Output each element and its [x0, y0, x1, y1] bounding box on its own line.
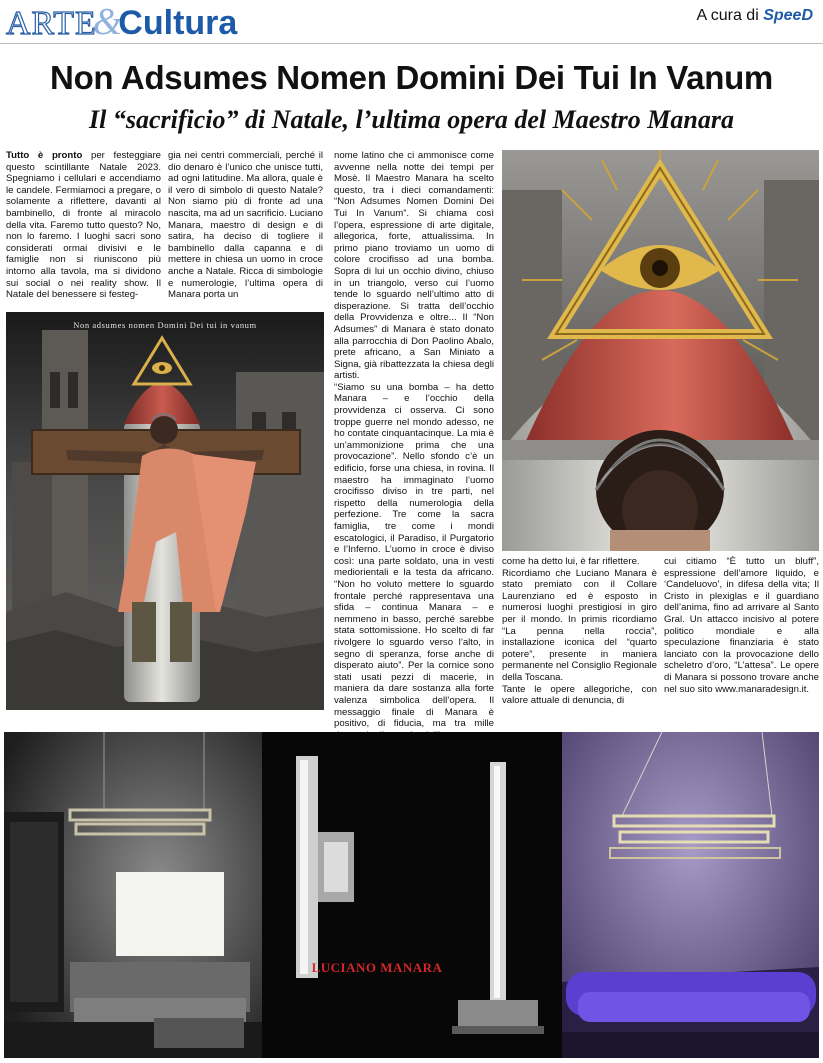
article-column-4-text-3: Tante le opere allegoriche, con valore attuale di denuncia, di [502, 683, 657, 707]
advert-product-illustration [262, 732, 562, 1058]
article-column-4-text-2: Ricordiamo che Luciano Manara è stato premiato con il Collare Laurenziano ed è esposto in numerosi luoghi prestigiosi in giro per il mondo. In primis ricordiamo “La penna nella roccia”, installazione iconica del “quarto potere”, presente in maniera permanente nel Consiglio Regionale della Toscana. [502, 567, 657, 683]
article-headline: Non Adsumes Nomen Domini Dei Tui In Vanum [50, 59, 773, 96]
article-column-2 [168, 150, 323, 305]
artwork-detail-illustration [502, 150, 819, 551]
article-column-1 [6, 150, 161, 305]
curator-name: SpeeD [763, 7, 813, 24]
section-label-ampersand: & [92, 1, 123, 43]
section-label [6, 2, 237, 44]
section-header [0, 0, 823, 44]
artwork-caption: Non adsumes nomen Domini Dei tui in vanum [73, 320, 257, 330]
advert-room-right-illustration [562, 732, 819, 1058]
advert-room-left-illustration [4, 732, 262, 1058]
article-column-5 [664, 556, 819, 716]
artwork-illustration [6, 312, 324, 710]
article-column-3 [334, 150, 494, 730]
advert-room-left [4, 732, 262, 1058]
article-column-3-text-1: nome latino che ci ammonisce come avvenne nella notte dei tempi per Mosè. Il Maestro Manara ha scelto questo, tra i dieci comandamenti: “Non Adsumes Nomen Domini Dei Tui In Vanum”. Si chiama così l’opera, espressione di arte digitale, allegorica, forte, attualissima. In primo piano troviamo un uomo di colore crocifisso ad una bomba. Sopra di lui un occhio divino, chiuso in un triangolo, verso cui l’uomo tende lo sguardo nell’ultimo atto di disperazione. Si tratta dell’occhio della Provvidenza e oltre... Il “Non Adsumes” di Manara è stato donato alla parrocchia di Don Paolino Abalo, prete africano, a San Miniato a Signa, già ribattezzata la chiesa degli artisti. [334, 150, 494, 382]
advert-brand-name: LUCIANO MANARA [311, 960, 443, 975]
article-column-3-text-2: “Siamo su una bomba – ha detto Manara – e l’occhio della provvidenza ci osserva. Ci sono troppe guerre nel mondo adesso, ne ho contate cinquantacinque. La mia è un’ammonizione prima che una provocazione”. Nello sfondo c’è un edificio, forse una chiesa, in rovina. Il maestro ha immaginato l’uomo crocifisso diviso in tre parti, nel rispetto della numerologia della perfezione. Tre come la sacra famiglia, tre come i mondi escatologici, il Paradiso, il Purgatorio e l’Inferno. L’uomo in croce è diviso così: una parte soldato, una in vesti mediorientali e la testa da africano. “Non ho voluto mettere lo sguardo frontale perché rappresentava una sfida – continua Manara – e nemmeno in basso, perché sarebbe stata sottomissione. Ho scelto di far rivolgere lo sguardo verso l’alto, in segno di speranza, forse anche di disperato aiuto”. Per la cornice sono stati usati pezzi di macerie, in maniera da dare sostanza alla forte valenza simbolica dell’opera. Il messaggio finale di Manara è positivo, di fiducia, ma tra mille [334, 381, 494, 730]
article-column-5-text: cui citiamo “È tutto un bluff”, espressione dell’amore liquido, e ‘Candeluovo’, in difesa della vita; Il Cristo in plexiglas e il guardiano dell’anima, fino ad arrivare al Santo Gral. Un attacco incisivo al potere politico mondiale e alla speculazione finanziaria è stato lanciato con la provocazione dello scheletro d’oro, “L’attesa”. Le opere di Manara si possono trovare anche nel suo sito www.manaradesign.it. [664, 556, 819, 695]
article-column-4-text-1: come ha detto lui, è far riflettere. [502, 556, 640, 567]
section-label-arte: ARTE [6, 5, 97, 42]
article-column-2-text: gia nei centri commerciali, perché il dio denaro è l’unico che unisce tutti, ad ogni latitudine. Ma allora, quale è il vero di simbolo di questo Natale? Non siamo più di fronte ad una nascita, ma ad un sacrificio. Luciano Manara, maestro di design e di satira, ha deciso di togliere il bambinello dalla capanna e di mettere in chiesa un uomo in croce anche a Natale. Ricca di simbologie e numerologie, l’ultima opera di Manara porta un [168, 150, 323, 301]
article-subheadline: Il “sacrificio” di Natale, l’ultima opera del Maestro Manara [89, 105, 734, 134]
artwork-detail-image [502, 150, 819, 551]
article-column-1-text: per festeggiare questo scintillante Natale 2023. Spegniamo i cellulari e accendiamo le candele. Fermiamoci a pregare, o solamente a riflettere, davanti al bambinello, di fronte al miracolo della vita. Faremo tutto questo? No, non lo faremo. I luoghi sacri sono considerati ormai divisivi e le famiglie non si riuniscono più intorno alla tavola, ma si dividono sui social o nei reality show. Il Natale del benessere si festeg- [6, 150, 161, 301]
advert-product-center [262, 732, 562, 1058]
advert-room-right [562, 732, 819, 1058]
section-label-cultura: Cultura [118, 4, 238, 42]
article-lead-in: Tutto è pronto [6, 150, 83, 161]
artwork-image [6, 312, 324, 710]
curator-credit [697, 6, 814, 26]
curator-prefix: A cura di [696, 7, 764, 24]
article-column-4 [502, 556, 657, 716]
